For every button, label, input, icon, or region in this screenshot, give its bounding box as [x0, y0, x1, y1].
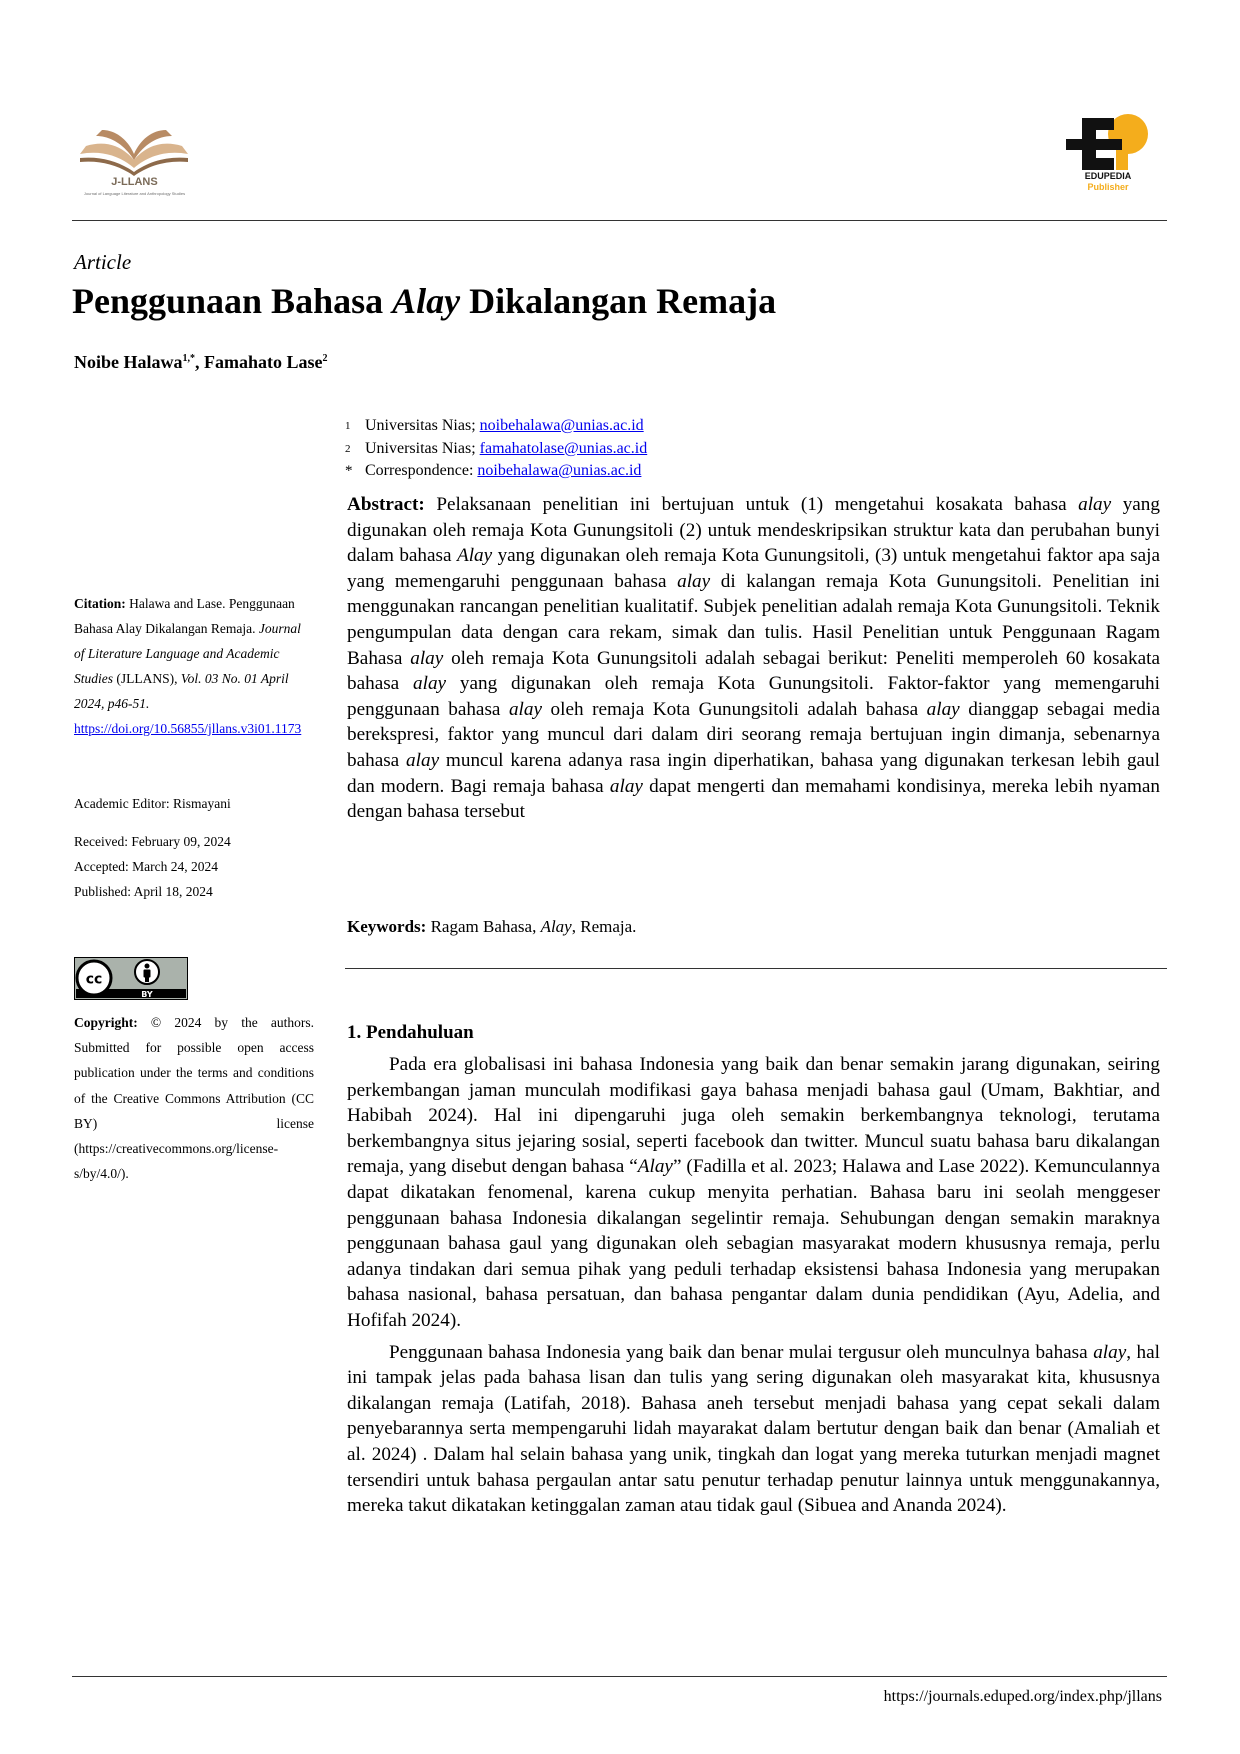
- abstract-text: Pelaksanaan penelitian ini bertujuan untuk (1) mengetahui kosakata bahasa: [424, 494, 1079, 515]
- copyright-label: Copyright:: [74, 1015, 138, 1030]
- body-paragraph: [347, 1340, 1160, 1519]
- edupedia-ep-icon: [1052, 112, 1164, 172]
- abstract-term: alay: [609, 775, 643, 797]
- abstract-term: alay: [410, 647, 444, 669]
- affiliation-list: [345, 415, 647, 483]
- journal-logo: [72, 128, 197, 200]
- publisher-logo-name: EDUPEDIA: [1084, 171, 1132, 181]
- citation-text: Halawa and Lase. Penggunaan Bahasa Alay Dikalangan Remaja.: [74, 596, 295, 636]
- abstract-rule: [345, 968, 1167, 969]
- copyright-notice: [74, 1010, 314, 1186]
- section-heading: 1. Pendahuluan: [347, 1022, 474, 1043]
- paragraph-term: Alay: [637, 1156, 673, 1178]
- keywords-term: Alay: [540, 917, 572, 936]
- paragraph-term: alay: [1093, 1341, 1127, 1363]
- body-paragraph: [347, 1052, 1160, 1334]
- title-part-italic: Alay: [392, 281, 461, 321]
- abstract-label: Abstract:: [347, 494, 425, 515]
- abstract-term: alay: [413, 673, 447, 695]
- publisher-logo: [1052, 112, 1164, 202]
- journal-logo-name: J-LLANS: [111, 176, 158, 188]
- affiliation-text: Universitas Nias;: [365, 439, 476, 457]
- abstract: [347, 492, 1160, 825]
- abstract-text: muncul karena adanya rasa ingin diperhatikan, bahasa yang digunakan terkesan lebih gaul dan modern. Bagi remaja bahasa: [347, 749, 1160, 797]
- author-separator: ,: [195, 352, 205, 372]
- abstract-text: dianggap sebagai media berekspresi, faktor yang muncul dari dalam diri seorang remaja bertujuan ingin dimanja, sebenarnya bahasa: [347, 698, 1160, 771]
- citation: [74, 591, 314, 781]
- publisher-logo-subtitle: Publisher: [1087, 182, 1129, 192]
- author-name: Famahato Lase: [204, 352, 323, 372]
- footer-rule: [72, 1676, 1167, 1677]
- copyright-text: © 2024 by the authors. Submitted for possible open access publication under the terms and conditions of the Creative Commons Attribution (CC BY) license (https://creativecommons.org/licenses/by/4.0/).: [74, 1015, 314, 1182]
- title-part-1: Penggunaan Bahasa: [72, 281, 393, 321]
- abstract-term: alay: [926, 698, 960, 720]
- author-affiliation-mark: 1,*: [182, 353, 196, 364]
- paragraph-text: ” (Fadilla et al. 2023; Halawa and Lase 2022). Kemunculannya dapat dikatakan fenomenal, karena cukup menyita perhatian. Bahasa baru ini seolah menggeser penggunaan bahasa Indonesia dikalangan segelintir remaja. Sehubungan dengan semakin maraknya penggunaan bahasa gaul yang digunakan oleh sebagian masyarakat modern khususnya remaja, perlu adanya tindakan dari semua pihak yang peduli terhadap eksistensi bahasa Indonesia yang merupakan bahasa nasional, bahasa persatuan, dan bahasa pengantar dalam dunia pendidikan (Ayu, Adelia, and Hofifah 2024).: [347, 1156, 1160, 1331]
- article-title: [72, 280, 776, 322]
- published-date: Published: April 18, 2024: [74, 884, 213, 899]
- paragraph-text: , hal ini tampak jelas pada bahasa lisan dan tulis yang sering digunakan oleh masyarakat kita, khususnya dikalangan remaja (Latifah, 2018). Bahasa aneh tersebut menjadi bahasa yang cepat sekali dalam penyebarannya serta mempengaruhi lidah mayarakat dalam bertutur dengan baik dan benar (Amaliah et al. 2024) . Dalam hal selain bahasa yang unik, tingkah dan logat yang mereka tuturkan menjadi magnet tersendiri untuk bahasa pergaulan antar satu penutur terhadap penutur lainnya untuk menggunakannya, mereka takut dikatakan ketinggalan zaman atau tidak gaul (Sibuea and Ananda 2024).: [347, 1341, 1160, 1517]
- open-book-icon: [72, 128, 197, 178]
- citation-label: Citation:: [74, 596, 126, 611]
- abstract-text: yang digunakan oleh remaja Kota Gunungsitoli (2) untuk mendeskripsikan struktur kata dan perubahan bunyi dalam bahasa: [347, 494, 1160, 567]
- affiliation-item: [345, 415, 647, 438]
- keywords-label: Keywords:: [347, 917, 427, 936]
- affiliation-mark: *: [345, 463, 353, 479]
- academic-editor: Academic Editor: Rismayani: [74, 796, 231, 811]
- affiliation-text: Correspondence:: [365, 462, 474, 479]
- attribution-label: BY: [141, 990, 153, 999]
- keywords-text: , Remaja.: [571, 917, 637, 936]
- abstract-term: alay: [508, 698, 542, 720]
- accepted-date: Accepted: March 24, 2024: [74, 859, 218, 874]
- email-link[interactable]: famahatolase@unias.ac.id: [479, 439, 648, 457]
- title-part-2: Dikalangan Remaja: [460, 281, 777, 321]
- abstract-term: Alay: [456, 545, 493, 567]
- abstract-term: alay: [406, 749, 440, 771]
- doi-link[interactable]: https://doi.org/10.56855/jllans.v3i01.1173: [74, 721, 302, 736]
- affiliation-item: [345, 438, 647, 461]
- article-type: Article: [74, 250, 132, 274]
- author-name: Noibe Halawa: [74, 352, 183, 372]
- author-affiliation-mark: 2: [322, 353, 328, 364]
- author-list: [74, 352, 328, 373]
- citation-abbr: (JLLANS),: [113, 671, 181, 686]
- affiliation-text: Universitas Nias;: [365, 417, 476, 434]
- abstract-text: oleh remaja Kota Gunungsitoli adalah bahasa: [542, 698, 927, 720]
- citation-volume: Vol. 03 No. 01 April 2024, p46-51.: [74, 671, 289, 711]
- abstract-text: di kalangan remaja Kota Gunungsitoli. Penelitian ini menggunakan rancangan penelitian kualitatif. Subjek penelitian adalah remaja Kota Gunungsitoli. Teknik pengumpulan data dengan cara rekam, simak dan tulis. Hasil Penelitian untuk Penggunaan Ragam Bahasa: [347, 570, 1160, 669]
- abstract-text: oleh remaja Kota Gunungsitoli adalah sebagai berikut: Peneliti memperoleh 60 kosakata bahasa: [347, 647, 1160, 695]
- citation-journal: Journal of Literature Language and Academic Studies: [74, 621, 301, 686]
- abstract-text: yang digunakan oleh remaja Kota Gunungsitoli, (3) untuk mengetahui faktor apa saja yang memengaruhi penggunaan bahasa: [347, 545, 1160, 592]
- paragraph-text: Penggunaan bahasa Indonesia yang baik dan benar mulai tergusur oleh munculnya bahasa: [389, 1341, 1094, 1363]
- abstract-term: alay: [1078, 494, 1112, 515]
- cc-icon-label: cc: [85, 971, 103, 988]
- journal-logo-subtitle: Journal of Language Literature and Anthropology Studies: [83, 191, 186, 196]
- journal-url[interactable]: https://journals.eduped.org/index.php/jllans: [883, 1688, 1162, 1705]
- email-link[interactable]: noibehalawa@unias.ac.id: [479, 417, 644, 434]
- paragraph-text: Pada era globalisasi ini bahasa Indonesia yang baik dan benar semakin jarang digunakan, seiring perkembangan jaman munculah modifikasi gaya bahasa menjadi bahasa gaul (Umam, Bakhtiar, and Habibah 2024). Hal ini dipengaruhi juga oleh semakin berkembangnya teknologi, terutama berkembangnya situs jejaring sosial, seperti facebook dan twitter. Muncul suatu bahasa baru dikalangan remaja, yang disebut dengan bahasa “: [347, 1054, 1160, 1178]
- correspondence-item: [345, 460, 647, 483]
- affiliation-mark: 2: [345, 442, 351, 455]
- header-rule: [72, 220, 1167, 221]
- article-info-sidebar: [74, 591, 314, 904]
- cc-by-license-badge[interactable]: [74, 957, 188, 1000]
- abstract-text: yang digunakan oleh remaja Kota Gunungsitoli. Faktor-faktor yang memengaruhi penggunaan bahasa: [347, 673, 1160, 720]
- received-date: Received: February 09, 2024: [74, 834, 231, 849]
- email-link[interactable]: noibehalawa@unias.ac.id: [477, 462, 642, 479]
- section-body: [347, 1052, 1160, 1525]
- keywords: [347, 917, 636, 937]
- affiliation-mark: 1: [345, 420, 351, 432]
- abstract-term: alay: [677, 570, 711, 592]
- keywords-text: Ragam Bahasa,: [426, 917, 541, 936]
- abstract-text: dapat mengerti dan memahami kondisinya, mereka lebih nyaman dengan bahasa tersebut: [347, 775, 1161, 823]
